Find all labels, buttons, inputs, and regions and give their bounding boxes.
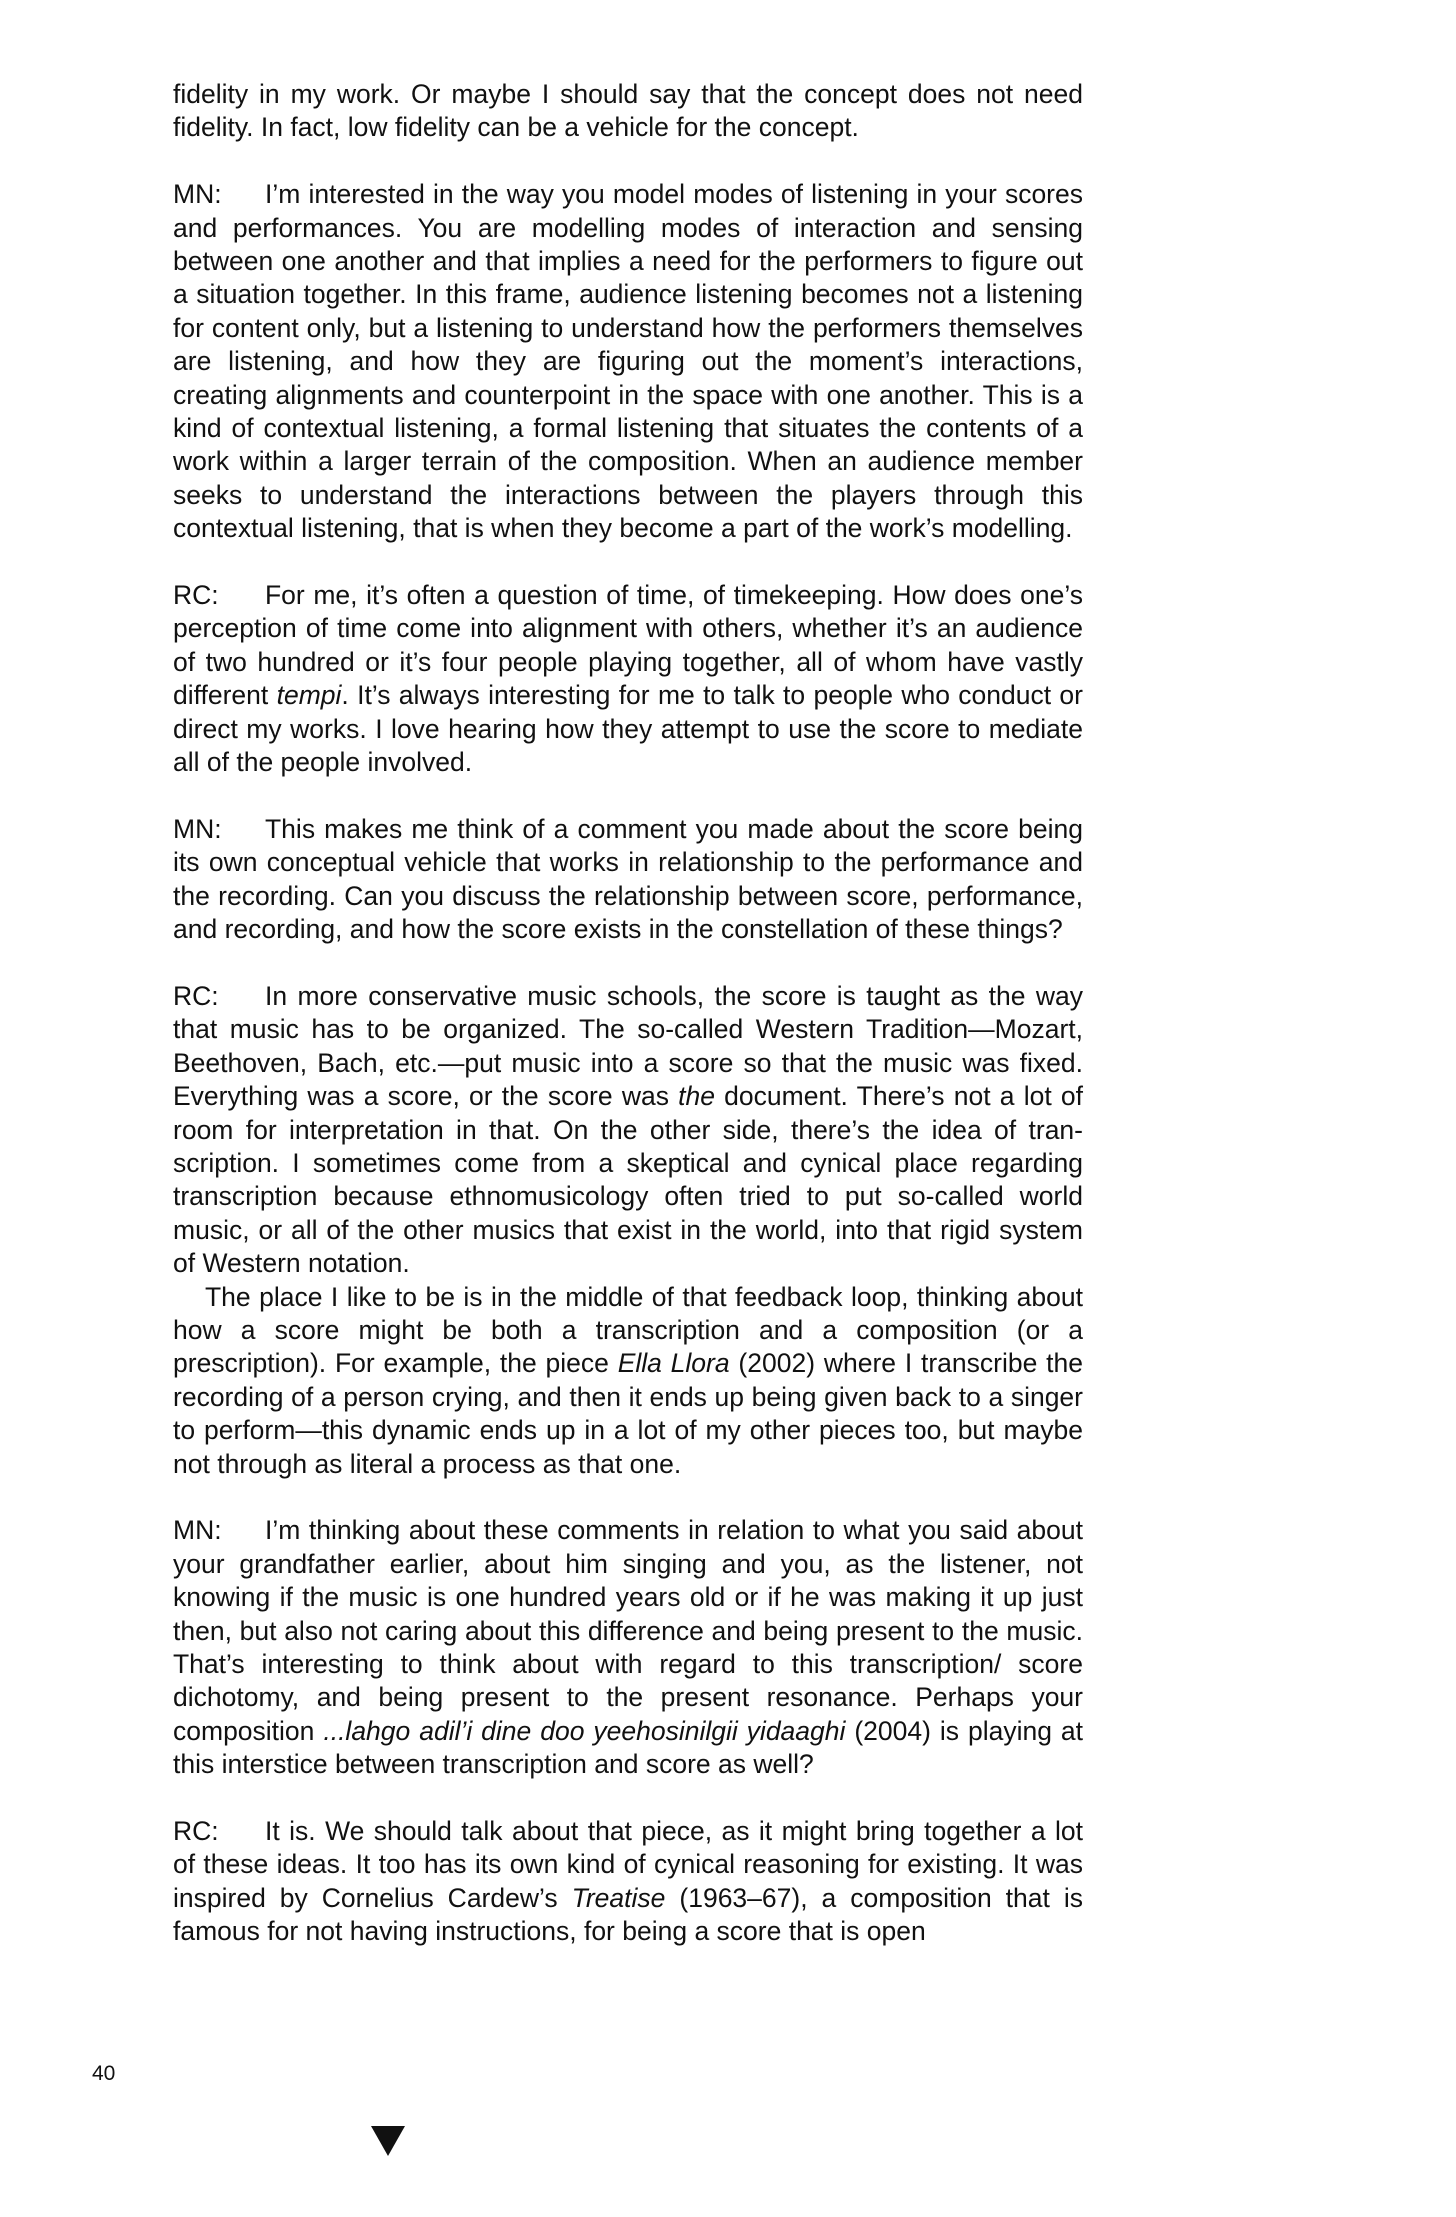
paragraph-text: document. There’s not a lot of room for interpretation in that. On the other side, there’s the idea of transcription. I sometimes come from a skeptical and cynical place regarding transcription because ethnomusicology often tried to put so-called world music, or all of the other musics that exist in the world, into that rigid system of Western notation. — [173, 1081, 1083, 1279]
italic-text: Treatise — [571, 1882, 666, 1913]
italic-text: the — [678, 1081, 715, 1112]
down-triangle-icon — [371, 2126, 405, 2156]
paragraph — [173, 813, 1083, 947]
paragraph — [173, 78, 1083, 145]
italic-text: ...lahgo adil’i dine doo yeehosinilgii yidaaghi — [323, 1715, 846, 1746]
paragraph-text: In more conservative music schools, the score is taught as the way that music has to be organized. The so-called Western Tradition—Mozart, Beethoven, Bach, etc.—put music into a score so that the music was fixed. Everything was a score, or the score was — [173, 980, 1083, 1112]
speaker-label: RC: — [173, 980, 219, 1011]
italic-text: tempi — [276, 680, 342, 711]
paragraph-text: fidelity in my work. Or maybe I should say that the concept does not need fidelity. In fact, low fidelity can be a vehicle for the concept. — [173, 79, 1083, 143]
paragraph-text: I’m interested in the way you model modes of listening in your scores and performances. You are modelling modes of interaction and sensing between one another and that implies a need for the performers to figure out a situation together. In this frame, audience listening becomes not a listening for content only, but a listening to understand how the performers themselves are listening, and how they are figuring out the moment’s interactions, creating alignments and counterpoint in the space with one another. This is a kind of contextual listening, a formal listening that situates the contents of a work within a larger terrain of the composition. When an audience member seeks to understand the interactions between the players through this contextual listening, that is when they become a part of the work’s modelling. — [173, 179, 1083, 544]
paragraph-text: (2002) where I transcribe the recording of a person crying, and then it ends up being given back to a singer to perform—this dynamic ends up in a lot of my other pieces too, but maybe not through as literal a process as that one. — [173, 1348, 1083, 1479]
paragraph-text: . It’s always interesting for me to talk to people who conduct or direct my works. I love hearing how they attempt to use the score to mediate all of the people involved. — [173, 680, 1083, 778]
speaker-label: RC: — [173, 580, 219, 611]
speaker-label: MN: — [173, 1515, 222, 1546]
paragraph-text: I’m thinking about these comments in relation to what you said about your grandfather earlier, about him singing and you, as the listener, not knowing if the music is one hundred years old or if he was making it up just then, but also not caring about this difference and being present to the music. That’s interesting to think about with regard to this transcription/ score dichotomy, and being present to the present resonance. Perhaps your composition — [173, 1515, 1083, 1746]
paragraph — [173, 1281, 1083, 1481]
paragraph — [173, 178, 1083, 545]
speaker-label: RC: — [173, 1816, 219, 1847]
paragraph-text: (2004) is playing at this interstice between transcription and score as well? — [173, 1715, 1083, 1780]
paragraph — [173, 1815, 1083, 1949]
paragraph-text: For me, it’s often a question of time, of timekeeping. How does one’s perception of time come into alignment with others, whether it’s an audience of two hundred or it’s four people playing together, all of whom have vastly different — [173, 580, 1083, 711]
speaker-label: MN: — [173, 179, 222, 210]
paragraph-text: This makes me think of a comment you made about the score being its own conceptual vehicle that works in relationship to the performance and the recording. Can you discuss the relationship between score, performance, and recording, and how the score exists in the constellation of these things? — [173, 813, 1083, 945]
paragraph — [173, 980, 1083, 1281]
page-body — [173, 78, 1083, 1949]
paragraph — [173, 579, 1083, 779]
paragraph-text: It is. We should talk about that piece, as it might bring together a lot of these ideas. It too has its own kind of cynical reasoning for existing. It was inspired by Cornelius Cardew’s — [173, 1816, 1083, 1913]
paragraph-text: The place I like to be is in the middle of that feedback loop, thinking about how a score might be both a transcription and a composition (or a prescription). For example, the piece — [173, 1281, 1083, 1379]
speaker-label: MN: — [173, 813, 222, 844]
paragraph — [173, 1514, 1083, 1781]
paragraph-text: (1963–67), a composition that is famous for not having instructions, for being a score that is open — [173, 1882, 1083, 1947]
italic-text: Ella Llora — [617, 1348, 730, 1379]
page-number: 40 — [92, 2062, 116, 2085]
